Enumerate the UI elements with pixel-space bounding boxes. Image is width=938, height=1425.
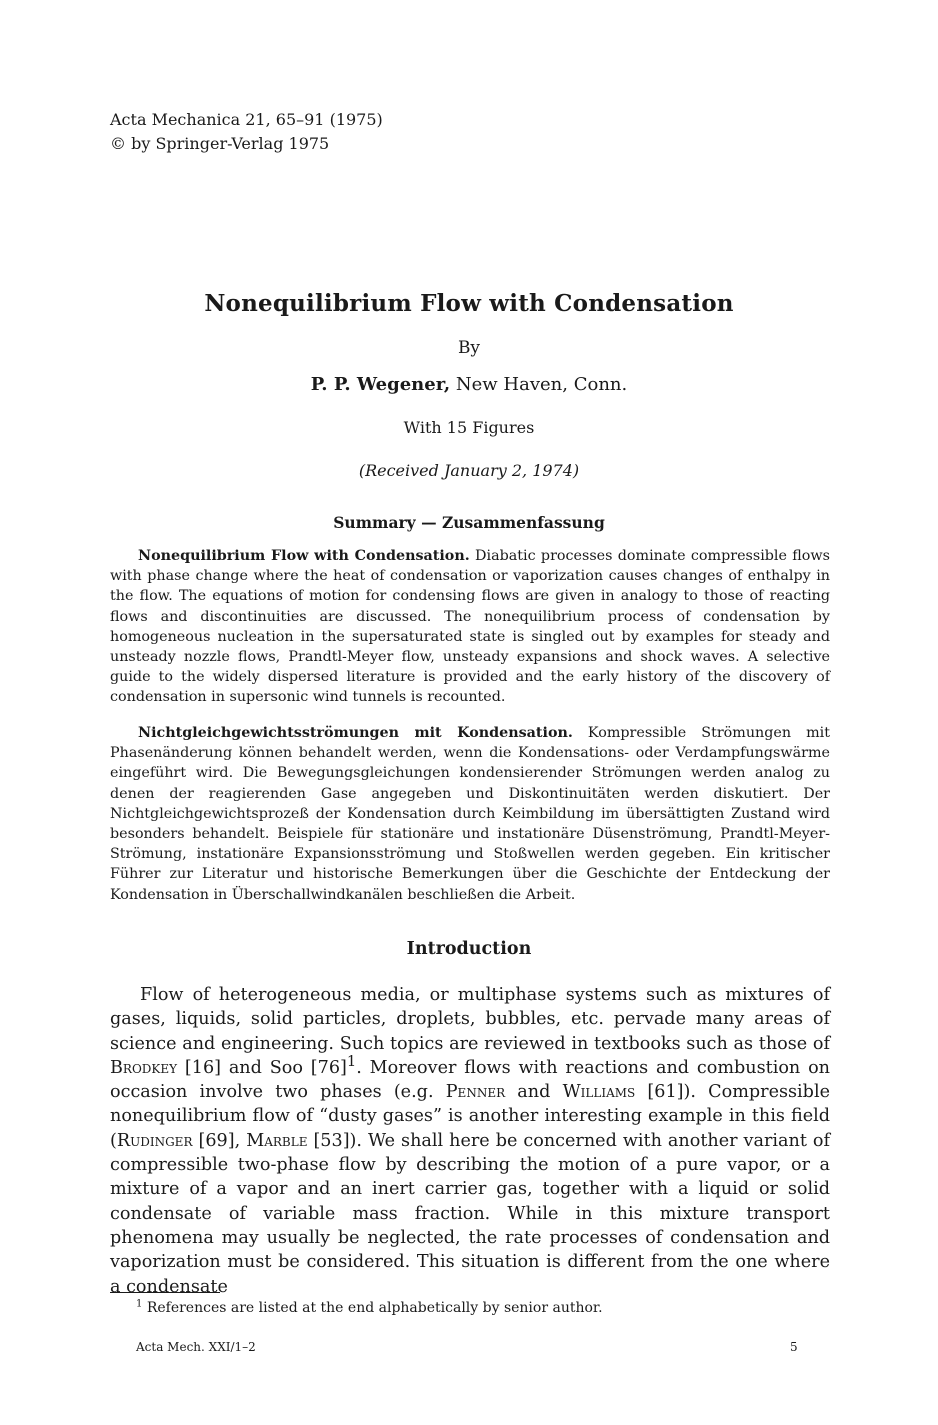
intro-text-and: and (505, 1082, 563, 1103)
author-line (0, 374, 938, 395)
introduction-heading: Introduction (406, 939, 532, 959)
by-line: By (457, 338, 481, 358)
footnote-marker: 1 (346, 1053, 357, 1071)
intro-text-1: Flow of heterogeneous media, or multiphase systems such as mixtures of gases, liquids, solid particles, droplets, bubbles, etc. pervade many areas of science and engineering. Such topics are reviewed in textbooks such as those of (110, 985, 830, 1054)
intro-text-5: [69], (192, 1130, 247, 1151)
article-title: Nonequilibrium Flow with Condensation (204, 290, 734, 317)
intro-text-4: [61]). Compressible nonequilibrium flow of “dusty gases” is another interesting example in this field ( (110, 1082, 830, 1151)
ref-brodkey: Brodkey (110, 1057, 178, 1078)
ref-marble: Marble (246, 1130, 308, 1151)
journal-citation: Acta Mechanica 21, 65–91 (1975) (110, 110, 383, 129)
ref-rudinger: Rudinger (116, 1130, 193, 1151)
abstract-german-lead: Nichtgleichgewichtsströmungen mit Kondensation. (138, 725, 573, 741)
footnote-text: References are listed at the end alphabetically by senior author. (142, 1300, 603, 1316)
intro-text-2: [16] and Soo [76] (177, 1057, 347, 1078)
abstract-english (110, 546, 830, 708)
received-date: (Received January 2, 1974) (358, 461, 580, 480)
ref-williams: Williams (562, 1082, 636, 1103)
intro-text-3: . Moreover flows with reactions and combustion on occasion involve two phases (e.g. (110, 1057, 830, 1103)
abstract-english-body: Diabatic processes dominate compressible flows with phase change where the heat of condensation or vaporization causes changes of enthalpy in the flow. The equations of motion for condensing flows are given in analogy to those of reacting flows and discontinuities are discussed. The nonequilibrium process of condensation by homogeneous nucleation in the supersaturated state is singled out by examples for steady and unsteady nozzle flows, Prandtl-Meyer flow, unsteady expansions and shock waves. A selective guide to the widely dispersed literature is provided and the early history of the discovery of condensation in supersonic wind tunnels is recounted. (110, 548, 830, 706)
issue-footer: Acta Mech. XXI/1–2 (136, 1340, 256, 1354)
ref-penner: Penner (445, 1082, 506, 1103)
footnote-divider (110, 1292, 220, 1293)
abstract-english-lead: Nonequilibrium Flow with Condensation. (138, 548, 470, 564)
copyright-line: © by Springer-Verlag 1975 (110, 134, 330, 153)
footnote (136, 1299, 603, 1317)
abstract-german-body: Kompressible Strömungen mit Phasenänderung können behandelt werden, wenn die Kondensations- oder Verdampfungswärme eingeführt wird. Die Bewegungsgleichungen kondensierender Strömungen werden analog zu denen der reagierenden Gase angegeben und Diskontinuitäten werden diskutiert. Der Nichtgleichgewichtsprozeß der Kondensation durch Keimbildung im übersättigten Zustand wird besonders behandelt. Beispiele für stationäre und instationäre Düsenströmung, Prandtl-Meyer-Strömung, instationäre Expansionsströmung und Stoßwellen werden gegeben. Ein kritischer Führer zur Literatur und historische Bemerkungen über die Geschichte der Entdeckung der Kondensation in Überschallwindkanälen beschließen die Arbeit. (110, 725, 830, 903)
abstract-german (110, 723, 830, 905)
introduction-paragraph (110, 983, 830, 1299)
author-name: P. P. Wegener, (310, 374, 451, 395)
summary-heading: Summary — Zusammenfassung (333, 513, 605, 532)
author-location: New Haven, Conn. (455, 374, 628, 395)
footnote-number: 1 (136, 1298, 143, 1310)
journal-header (110, 108, 383, 156)
page-number: 5 (790, 1340, 798, 1354)
intro-text-6: [53]). We shall here be concerned with another variant of compressible two-phase flow by describing the motion of a pure vapor, or a mixture of a vapor and an inert carrier gas, together with a liquid or solid condensate of variable mass fraction. While in this mixture transport phenomena may usually be neglected, the rate processes of condensation and vaporization must be considered. This situation is different from the one where a condensate (110, 1130, 830, 1297)
figures-note: With 15 Figures (403, 418, 535, 437)
